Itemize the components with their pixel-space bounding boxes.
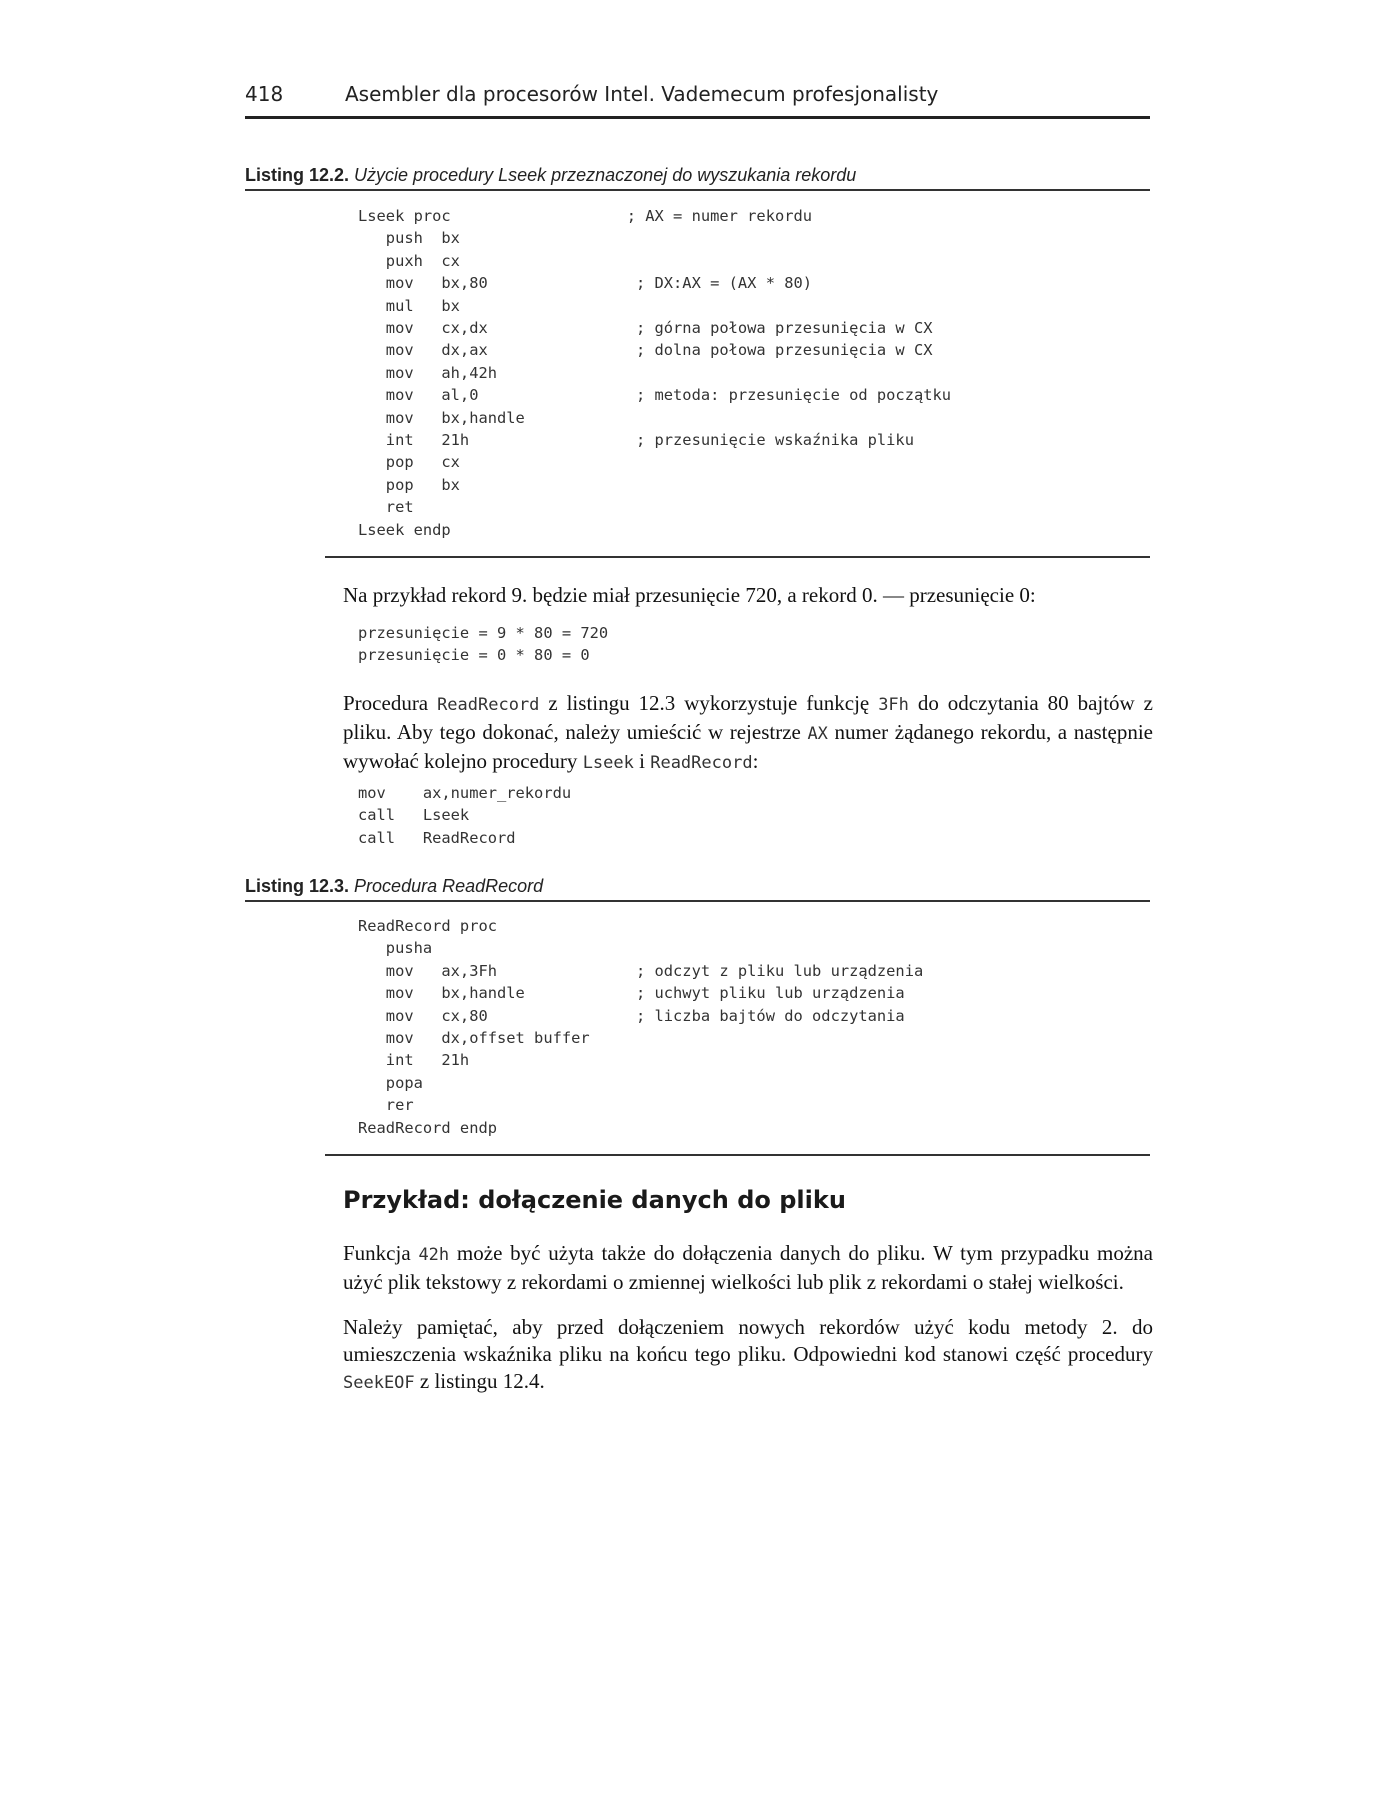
listing-12-3-bottom-rule	[325, 1154, 1150, 1156]
listing-12-3-code: ReadRecord proc pusha mov ax,3Fh ; odczyt z pliku lub urządzenia mov bx,handle ; uchwyt pliku lub urządzenia mov cx,80 ; liczba bajtów do odczytania mov dx,offset buffer int 21h popa rer ReadRecord endp	[358, 917, 924, 1137]
listing-label: Listing 12.2.	[245, 165, 350, 185]
listing-12-2-code: Lseek proc ; AX = numer rekordu push bx puxh cx mov bx,80 ; DX:AX = (AX * 80) mul bx mov cx,dx ; górna połowa przesunięcia w CX mov dx,ax ; dolna połowa przesunięcia w CX mov ah,42h mov al,0 ; metoda: przesunięcie od początku mov bx,handle int 21h ; przesunięcie wskaźnika pliku pop cx pop bx ret Lseek endp	[358, 207, 952, 539]
listing-label: Listing 12.3.	[245, 876, 350, 896]
listing-12-2-bottom-rule	[325, 556, 1150, 558]
section-heading: Przykład: dołączenie danych do pliku	[343, 1186, 846, 1214]
listing-12-3-caption	[245, 876, 1150, 897]
listing-title: Użycie procedury Lseek przeznaczonej do wyszukania rekordu	[354, 165, 857, 185]
book-title: Asembler dla procesorów Intel. Vademecum profesjonalisty	[345, 82, 939, 106]
paragraph-offset-example: Na przykład rekord 9. będzie miał przesunięcie 720, a rekord 0. — przesunięcie 0:	[343, 583, 1036, 607]
paragraph-readrecord-intro: Procedura ReadRecord z listingu 12.3 wykorzystuje funkcję 3Fh do odczytania 80 bajtów z pliku. Aby tego dokonać, należy umieścić w rejestrze AX numer żądanego rekordu, a następnie wywołać kolejno procedury Lseek i ReadRecord:	[343, 691, 1153, 773]
listing-12-2-caption	[245, 165, 1150, 186]
code-offset-calc: przesunięcie = 9 * 80 = 720 przesunięcie = 0 * 80 = 0	[358, 624, 609, 665]
paragraph-seekeof: Należy pamiętać, aby przed dołączeniem nowych rekordów użyć kodu metody 2. do umieszczenia wskaźnika pliku na końcu tego pliku. Odpowiedni kod stanowi część procedury SeekEOF z listingu 12.4.	[343, 1315, 1153, 1393]
header-rule	[245, 116, 1150, 119]
code-call-sequence: mov ax,numer_rekordu call Lseek call ReadRecord	[358, 784, 572, 847]
listing-12-2-top-rule	[245, 189, 1150, 191]
listing-12-3-top-rule	[245, 900, 1150, 902]
paragraph-42h: Funkcja 42h może być użyta także do dołączenia danych do pliku. W tym przypadku można użyć plik tekstowy z rekordami o zmiennej wielkości lub plik z rekordami o stałej wielkości.	[343, 1241, 1153, 1294]
page-number: 418	[245, 82, 284, 106]
listing-title: Procedura ReadRecord	[354, 876, 544, 896]
